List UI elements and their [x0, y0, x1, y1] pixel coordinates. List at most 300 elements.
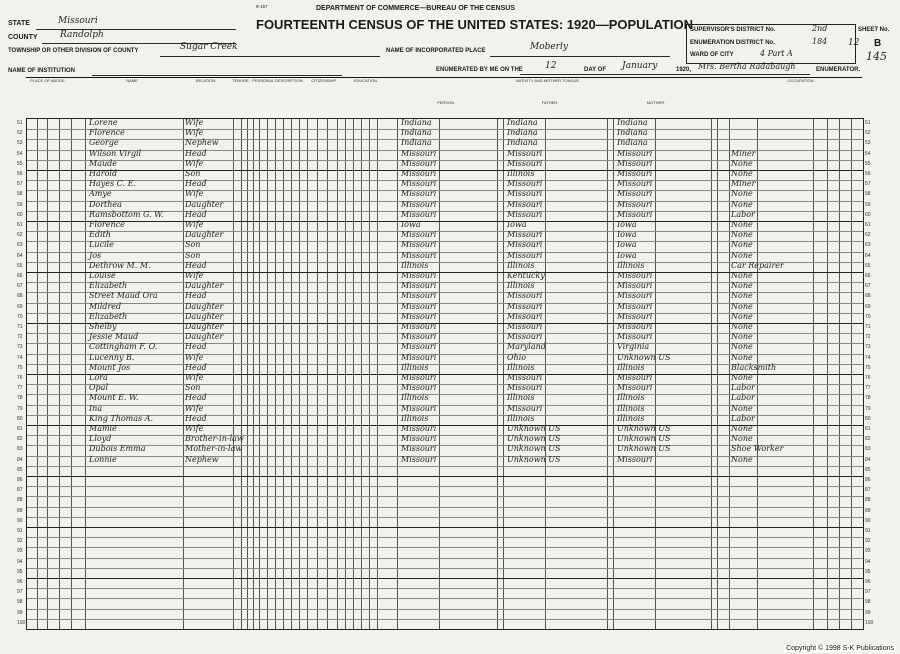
- person-name: Dethrow M. M.: [89, 260, 151, 270]
- row-number-right: 84: [865, 456, 871, 463]
- col-citizenship: CITIZENSHIP.: [311, 78, 337, 83]
- row-number-right: 85: [865, 466, 871, 473]
- person-relation: Head: [185, 179, 207, 189]
- person-name: Elizabeth: [89, 311, 128, 321]
- birthplace-mother: Missouri: [617, 291, 653, 301]
- person-name: Elizabeth: [89, 281, 128, 291]
- birthplace-person: Iowa: [401, 220, 421, 229]
- row-number-right: 65: [865, 262, 871, 269]
- enumerated-label: ENUMERATED BY ME ON THE: [436, 67, 523, 73]
- birthplace-mother: Missouri: [617, 148, 653, 158]
- row-number-right: 59: [865, 201, 871, 208]
- occupation: None: [731, 281, 753, 291]
- birthplace-mother: Iowa: [617, 230, 637, 240]
- occupation: Car Repairer: [731, 260, 784, 270]
- row-number-right: 79: [865, 405, 871, 412]
- row-number-right: 83: [865, 446, 871, 453]
- row-number-right: 81: [865, 426, 871, 432]
- row-number-right: 63: [865, 242, 871, 249]
- col-occupation: OCCUPATION.: [787, 78, 815, 83]
- occupation: None: [731, 454, 753, 464]
- occupation: None: [731, 240, 753, 250]
- person-relation: Son: [185, 250, 201, 260]
- township-label: TOWNSHIP OR OTHER DIVISION OF COUNTY: [8, 48, 139, 54]
- row-number-right: 75: [865, 364, 871, 371]
- township-value: Sugar Creek: [180, 42, 238, 52]
- birthplace-mother: Unknown US: [617, 352, 671, 362]
- person-name: George: [89, 138, 119, 148]
- person-name: Dubois Emma: [89, 444, 146, 454]
- birthplace-mother: Missouri: [617, 271, 653, 280]
- person-name: Edith: [89, 230, 111, 240]
- institution-label: NAME OF INSTITUTION: [8, 68, 75, 74]
- row-number-left: 54: [17, 150, 23, 157]
- person-name: King Thomas A.: [89, 413, 153, 423]
- person-name: Mount E. W.: [89, 393, 139, 403]
- row-number-right: 67: [865, 283, 871, 290]
- row-number-left: 85: [17, 466, 23, 473]
- birthplace-person: Missouri: [401, 434, 437, 444]
- birthplace-mother: Indiana: [617, 138, 648, 148]
- birthplace-father: Indiana: [507, 118, 538, 127]
- row-number-right: 82: [865, 436, 871, 443]
- birthplace-father: Missouri: [507, 373, 543, 382]
- birthplace-father: Kentucky: [507, 271, 545, 280]
- row-number-right: 90: [865, 517, 871, 524]
- birthplace-mother: Missouri: [617, 209, 653, 219]
- person-relation: Wife: [185, 220, 204, 229]
- person-relation: Wife: [185, 403, 204, 413]
- row-number-right: 56: [865, 171, 871, 177]
- person-relation: Son: [185, 240, 201, 250]
- birthplace-father: Missouri: [507, 158, 543, 168]
- birthplace-person: Missouri: [401, 291, 437, 301]
- row-number-left: 66: [17, 273, 23, 279]
- row-number-right: 68: [865, 293, 871, 300]
- person-name: Lora: [89, 373, 108, 382]
- birthplace-mother: Missouri: [617, 383, 653, 393]
- birthplace-mother: Virginia: [617, 342, 650, 352]
- birthplace-mother: Indiana: [617, 128, 648, 138]
- person-relation: Head: [185, 209, 207, 219]
- birthplace-person: Indiana: [401, 118, 432, 127]
- col-personal: PERSONAL DESCRIPTION.: [252, 78, 304, 83]
- birthplace-mother: Illinois: [617, 260, 645, 270]
- person-name: Lonnie: [89, 454, 117, 464]
- day-of-label: DAY OF: [584, 67, 607, 73]
- person-relation: Wife: [185, 352, 204, 362]
- person-relation: Wife: [185, 158, 204, 168]
- birthplace-father: Missouri: [507, 322, 543, 331]
- row-number-left: 57: [17, 181, 23, 188]
- person-relation: Son: [185, 383, 201, 393]
- row-number-left: 59: [17, 201, 23, 208]
- person-relation: Mother-in-law: [185, 444, 243, 454]
- person-name: Shelby: [89, 322, 117, 331]
- sheet-label: SHEET No.: [858, 27, 890, 33]
- row-number-left: 69: [17, 303, 23, 310]
- birthplace-mother: Missouri: [617, 322, 653, 331]
- incorporated-place-label: NAME OF INCORPORATED PLACE: [386, 48, 486, 54]
- person-name: Mount Jos: [89, 362, 131, 372]
- person-relation: Head: [185, 362, 207, 372]
- occupation: None: [731, 342, 753, 352]
- birthplace-mother: Indiana: [617, 118, 648, 127]
- row-number-left: 58: [17, 191, 23, 198]
- occupation: Labor: [731, 413, 755, 423]
- birthplace-mother: Illinois: [617, 362, 645, 372]
- birthplace-father: Illinois: [507, 281, 535, 291]
- occupation: None: [731, 301, 753, 311]
- col-relation: RELATION.: [195, 78, 217, 83]
- enumeration-value: 184: [812, 37, 828, 46]
- occupation: None: [731, 291, 753, 301]
- birthplace-mother: Illinois: [617, 413, 645, 423]
- person-relation: Wife: [185, 424, 204, 433]
- row-number-left: 75: [17, 364, 23, 371]
- row-number-left: 70: [17, 313, 23, 320]
- row-number-right: 66: [865, 273, 871, 279]
- row-number-left: 61: [17, 222, 23, 228]
- person-relation: Brother-in-law: [185, 434, 244, 444]
- row-number-right: 92: [865, 538, 871, 545]
- birthplace-person: Missouri: [401, 301, 437, 311]
- person-relation: Wife: [185, 373, 204, 382]
- row-number-left: 86: [17, 477, 23, 483]
- person-name: Wilson Virgil: [89, 148, 142, 158]
- occupation: Shoe Worker: [731, 444, 784, 454]
- birthplace-person: Missouri: [401, 373, 437, 382]
- birthplace-person: Missouri: [401, 158, 437, 168]
- row-number-left: 89: [17, 507, 23, 514]
- person-name: Louise: [89, 271, 116, 280]
- occupation: Labor: [731, 209, 755, 219]
- occupation: Labor: [731, 393, 755, 403]
- birthplace-father: Missouri: [507, 403, 543, 413]
- birthplace-father: Missouri: [507, 250, 543, 260]
- col-person: PERSON.: [436, 100, 455, 105]
- birthplace-person: Illinois: [401, 362, 429, 372]
- birthplace-person: Missouri: [401, 424, 437, 433]
- row-number-right: 62: [865, 232, 871, 239]
- person-name: Harold: [89, 169, 118, 178]
- row-number-right: 69: [865, 303, 871, 310]
- occupation: None: [731, 311, 753, 321]
- birthplace-person: Illinois: [401, 393, 429, 403]
- birthplace-person: Missouri: [401, 148, 437, 158]
- person-name: Lorene: [89, 118, 118, 127]
- occupation: None: [731, 322, 753, 331]
- birthplace-person: Missouri: [401, 342, 437, 352]
- birthplace-father: Maryland: [507, 342, 546, 352]
- birthplace-father: Missouri: [507, 199, 543, 209]
- row-number-right: 98: [865, 599, 871, 606]
- row-number-left: 63: [17, 242, 23, 249]
- occupation: Miner: [731, 179, 756, 189]
- birthplace-person: Missouri: [401, 240, 437, 250]
- person-relation: Head: [185, 393, 207, 403]
- birthplace-person: Missouri: [401, 322, 437, 331]
- row-number-right: 100: [865, 619, 874, 626]
- row-number-right: 70: [865, 313, 871, 320]
- row-number-left: 51: [17, 120, 23, 126]
- row-number-right: 53: [865, 140, 871, 147]
- person-name: Florence: [89, 220, 125, 229]
- incorporated-place-value: Moberly: [530, 42, 568, 52]
- ward-value: 4 Part A: [760, 49, 793, 58]
- supervisor-label: SUPERVISOR'S DISTRICT No.: [690, 27, 776, 33]
- row-number-left: 93: [17, 548, 23, 555]
- person-relation: Daughter: [185, 281, 224, 291]
- person-name: Florence: [89, 128, 125, 138]
- row-number-right: 71: [865, 324, 871, 330]
- person-relation: Wife: [185, 189, 204, 199]
- birthplace-mother: Missouri: [617, 199, 653, 209]
- birthplace-mother: Unknown US: [617, 434, 671, 444]
- person-name: Lucenny B.: [89, 352, 135, 362]
- person-name: Maude: [89, 158, 117, 168]
- birthplace-father: Missouri: [507, 291, 543, 301]
- occupation: None: [731, 424, 753, 433]
- birthplace-person: Missouri: [401, 352, 437, 362]
- year-label: 1920,: [676, 67, 692, 73]
- occupation: None: [731, 373, 753, 382]
- person-name: Cottingham F. O.: [89, 342, 158, 352]
- birthplace-person: Missouri: [401, 403, 437, 413]
- row-number-right: 76: [865, 375, 871, 381]
- birthplace-mother: Missouri: [617, 301, 653, 311]
- occupation: None: [731, 403, 753, 413]
- birthplace-mother: Illinois: [617, 393, 645, 403]
- birthplace-father: Missouri: [507, 209, 543, 219]
- birthplace-mother: Illinois: [617, 403, 645, 413]
- occupation: None: [731, 220, 753, 229]
- person-name: Hayes C. E.: [89, 179, 136, 189]
- birthplace-mother: Missouri: [617, 189, 653, 199]
- occupation: None: [731, 250, 753, 260]
- row-number-right: 94: [865, 558, 871, 565]
- row-number-left: 91: [17, 528, 23, 534]
- birthplace-mother: Missouri: [617, 454, 653, 464]
- birthplace-mother: Unknown US: [617, 424, 671, 433]
- person-relation: Daughter: [185, 199, 224, 209]
- col-tenure: TENURE.: [232, 78, 250, 83]
- birthplace-father: Unknown US: [507, 444, 561, 454]
- birthplace-father: Indiana: [507, 138, 538, 148]
- person-name: Ina: [89, 403, 103, 413]
- row-number-left: 72: [17, 334, 23, 341]
- birthplace-person: Indiana: [401, 128, 432, 138]
- birthplace-father: Missouri: [507, 332, 543, 342]
- row-number-left: 62: [17, 232, 23, 239]
- row-number-right: 80: [865, 415, 871, 422]
- row-number-right: 99: [865, 609, 871, 616]
- occupation: None: [731, 189, 753, 199]
- row-number-left: 90: [17, 517, 23, 524]
- col-education: EDUCATION.: [353, 78, 379, 83]
- birthplace-mother: Missouri: [617, 158, 653, 168]
- row-number-right: 52: [865, 130, 871, 137]
- birthplace-person: Missouri: [401, 199, 437, 209]
- person-name: Jessie Maud: [89, 332, 139, 342]
- row-number-left: 68: [17, 293, 23, 300]
- person-relation: Son: [185, 169, 201, 178]
- row-number-left: 55: [17, 160, 23, 167]
- row-number-right: 86: [865, 477, 871, 483]
- row-number-right: 78: [865, 395, 871, 402]
- row-number-left: 77: [17, 385, 23, 392]
- birthplace-person: Illinois: [401, 413, 429, 423]
- person-name: Street Maud Ora: [89, 291, 158, 301]
- birthplace-father: Illinois: [507, 260, 535, 270]
- birthplace-father: Iowa: [507, 220, 527, 229]
- row-number-right: 72: [865, 334, 871, 341]
- row-number-left: 95: [17, 568, 23, 575]
- birthplace-father: Unknown US: [507, 434, 561, 444]
- row-number-right: 96: [865, 579, 871, 585]
- person-relation: Daughter: [185, 311, 224, 321]
- birthplace-father: Indiana: [507, 128, 538, 138]
- copyright-notice: Copyright © 1998 S-K Publications: [786, 645, 894, 652]
- row-number-left: 76: [17, 375, 23, 381]
- birthplace-father: Illinois: [507, 413, 535, 423]
- census-grid: [17, 118, 874, 630]
- row-number-left: 52: [17, 130, 23, 137]
- birthplace-mother: Iowa: [617, 240, 637, 250]
- col-name: NAME: [126, 78, 138, 83]
- ward-label: WARD OF CITY: [690, 52, 734, 58]
- occupation: None: [731, 352, 753, 362]
- row-number-right: 54: [865, 150, 871, 157]
- census-title: FOURTEENTH CENSUS OF THE UNITED STATES: 1920—POPULATION: [256, 17, 693, 32]
- row-number-right: 88: [865, 497, 871, 504]
- row-number-left: 71: [17, 324, 23, 330]
- occupation: Blacksmith: [731, 362, 777, 372]
- person-name: Jos: [89, 250, 102, 260]
- birthplace-mother: Missouri: [617, 281, 653, 291]
- birthplace-mother: Missouri: [617, 169, 653, 178]
- row-number-right: 95: [865, 568, 871, 575]
- date-month-value: January: [622, 61, 658, 71]
- row-number-left: 97: [17, 589, 23, 596]
- col-nativity: NATIVITY AND MOTHER TONGUE.: [515, 78, 581, 83]
- row-number-right: 60: [865, 211, 871, 218]
- birthplace-father: Missouri: [507, 383, 543, 393]
- birthplace-mother: Missouri: [617, 311, 653, 321]
- row-number-right: 57: [865, 181, 871, 188]
- sheet-letter: B: [874, 38, 882, 49]
- birthplace-person: Missouri: [401, 169, 437, 178]
- birthplace-father: Missouri: [507, 179, 543, 189]
- person-name: Dorthea: [89, 199, 122, 209]
- person-relation: Wife: [185, 118, 204, 127]
- row-number-right: 89: [865, 507, 871, 514]
- birthplace-father: Ohio: [507, 352, 527, 362]
- occupation: None: [731, 434, 753, 444]
- row-number-left: 96: [17, 579, 23, 585]
- row-number-right: 61: [865, 222, 871, 228]
- birthplace-father: Unknown US: [507, 454, 561, 464]
- row-number-right: 97: [865, 589, 871, 596]
- row-number-right: 93: [865, 548, 871, 555]
- row-number-left: 100: [17, 619, 26, 626]
- person-name: Lucile: [89, 240, 114, 250]
- person-relation: Head: [185, 413, 207, 423]
- row-number-left: 78: [17, 395, 23, 402]
- birthplace-father: Illinois: [507, 362, 535, 372]
- row-number-right: 55: [865, 160, 871, 167]
- col-place-of-abode: PLACE OF ABODE.: [30, 78, 66, 83]
- birthplace-person: Missouri: [401, 209, 437, 219]
- row-number-left: 65: [17, 262, 23, 269]
- state-value: Missouri: [58, 16, 98, 26]
- occupation: Miner: [731, 148, 756, 158]
- county-value: Randolph: [60, 30, 104, 40]
- occupation: None: [731, 199, 753, 209]
- row-number-right: 73: [865, 344, 871, 351]
- row-number-left: 92: [17, 538, 23, 545]
- person-relation: Wife: [185, 128, 204, 138]
- col-father: FATHER.: [541, 100, 559, 105]
- birthplace-person: Missouri: [401, 230, 437, 240]
- person-relation: Daughter: [185, 322, 224, 331]
- enumerator-value: Mrs. Bertha Radabaugh: [698, 62, 796, 71]
- row-number-left: 99: [17, 609, 23, 616]
- birthplace-father: Missouri: [507, 230, 543, 240]
- person-name: Lloyd: [89, 434, 112, 444]
- row-number-right: 91: [865, 528, 871, 534]
- person-relation: Wife: [185, 271, 204, 280]
- birthplace-person: Missouri: [401, 383, 437, 393]
- col-mother: MOTHER.: [646, 100, 666, 105]
- row-number-left: 87: [17, 487, 23, 494]
- birthplace-mother: Unknown US: [617, 444, 671, 454]
- row-number-right: 77: [865, 385, 871, 392]
- occupation: Labor: [731, 383, 755, 393]
- date-day-value: 12: [545, 61, 557, 71]
- birthplace-father: Illinois: [507, 393, 535, 403]
- birthplace-father: Missouri: [507, 148, 543, 158]
- occupation: None: [731, 158, 753, 168]
- person-relation: Daughter: [185, 230, 224, 240]
- row-number-left: 56: [17, 171, 23, 177]
- birthplace-person: Missouri: [401, 332, 437, 342]
- birthplace-person: Indiana: [401, 138, 432, 148]
- row-number-right: 51: [865, 120, 871, 126]
- row-number-left: 60: [17, 211, 23, 218]
- birthplace-mother: Missouri: [617, 179, 653, 189]
- person-relation: Nephew: [185, 454, 219, 464]
- person-relation: Head: [185, 291, 207, 301]
- row-number-right: 87: [865, 487, 871, 494]
- row-number-right: 74: [865, 354, 871, 361]
- birthplace-person: Missouri: [401, 271, 437, 280]
- row-number-left: 79: [17, 405, 23, 412]
- person-relation: Head: [185, 148, 207, 158]
- birthplace-person: Missouri: [401, 454, 437, 464]
- department-title: DEPARTMENT OF COMMERCE—BUREAU OF THE CENSUS: [316, 5, 515, 12]
- state-label: STATE: [8, 20, 30, 27]
- enumerator-label: ENUMERATOR.: [816, 67, 861, 73]
- person-name: Mamie: [89, 424, 117, 433]
- birthplace-person: Missouri: [401, 250, 437, 260]
- row-number-left: 94: [17, 558, 23, 565]
- person-relation: Daughter: [185, 332, 224, 342]
- occupation: None: [731, 230, 753, 240]
- sheet-value: 12: [848, 38, 860, 48]
- birthplace-mother: Iowa: [617, 250, 637, 260]
- row-number-left: 67: [17, 283, 23, 290]
